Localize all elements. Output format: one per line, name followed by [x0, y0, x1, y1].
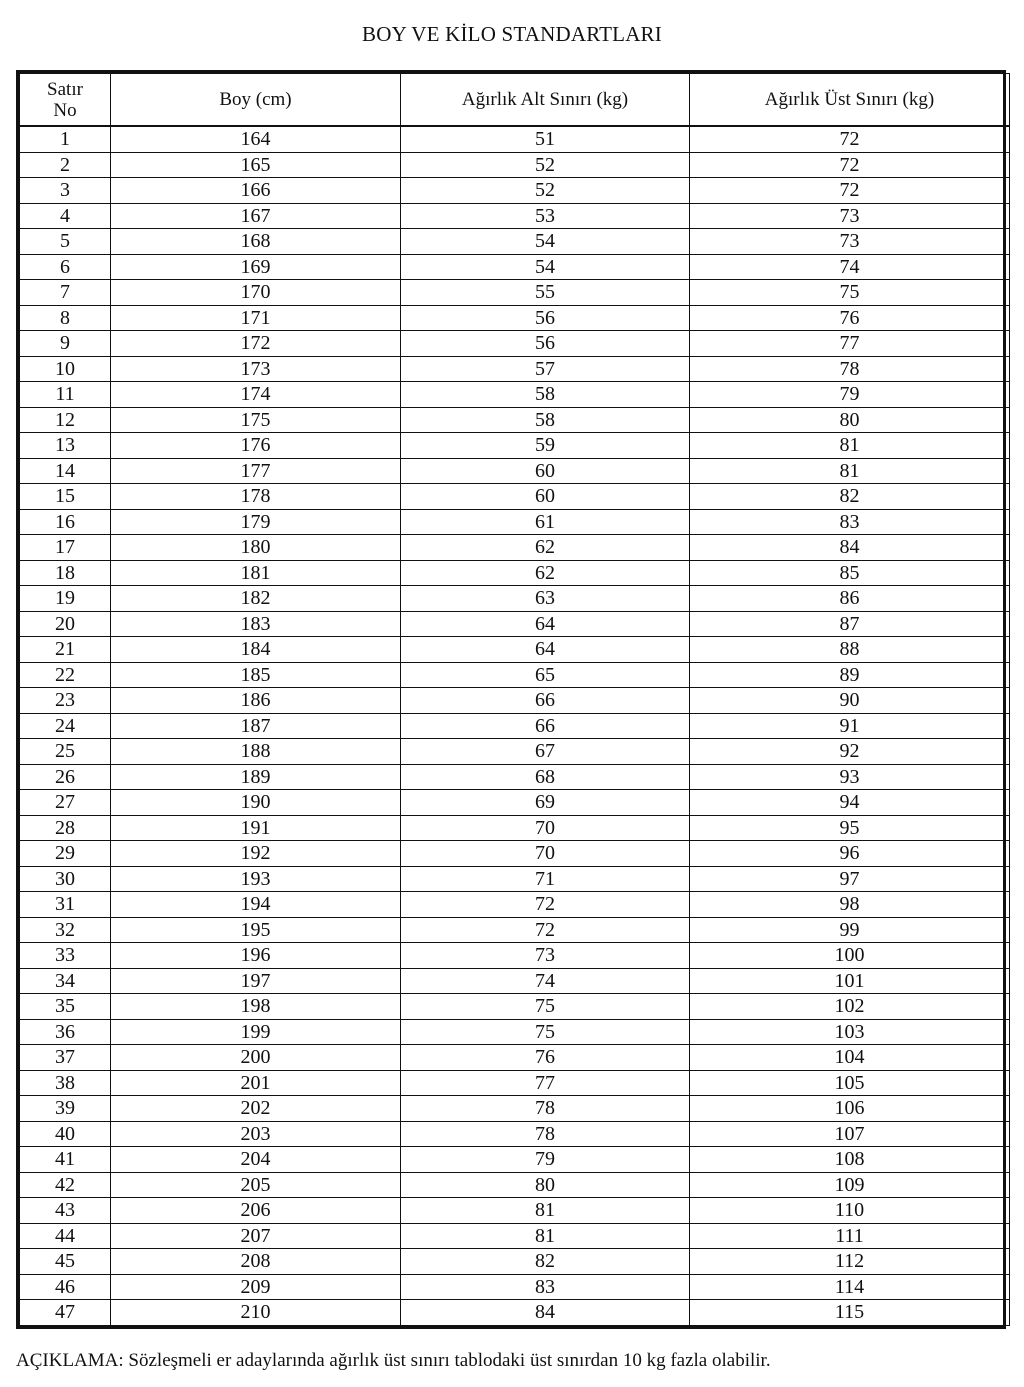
cell-weight-min: 56 [401, 331, 690, 357]
table-row [20, 1070, 1010, 1096]
table-row [20, 305, 1010, 331]
cell-height: 176 [111, 433, 401, 459]
cell-height: 177 [111, 458, 401, 484]
table-row [20, 892, 1010, 918]
cell-row-number: 29 [20, 841, 111, 867]
cell-weight-min: 70 [401, 815, 690, 841]
cell-row-number: 22 [20, 662, 111, 688]
header-row-number-line1: Satır [47, 78, 83, 100]
cell-weight-max: 87 [690, 611, 1010, 637]
cell-weight-max: 72 [690, 178, 1010, 204]
cell-row-number: 36 [20, 1019, 111, 1045]
cell-height: 209 [111, 1274, 401, 1300]
cell-row-number: 37 [20, 1045, 111, 1071]
table-row [20, 382, 1010, 408]
cell-weight-max: 102 [690, 994, 1010, 1020]
cell-row-number: 17 [20, 535, 111, 561]
cell-row-number: 38 [20, 1070, 111, 1096]
cell-row-number: 39 [20, 1096, 111, 1122]
cell-weight-max: 75 [690, 280, 1010, 306]
cell-height: 164 [111, 126, 401, 152]
table-body [20, 126, 1010, 1325]
cell-height: 199 [111, 1019, 401, 1045]
cell-height: 196 [111, 943, 401, 969]
cell-height: 210 [111, 1300, 401, 1326]
header-row-number-line2: No [53, 99, 77, 121]
cell-weight-min: 67 [401, 739, 690, 765]
cell-weight-min: 57 [401, 356, 690, 382]
cell-weight-max: 74 [690, 254, 1010, 280]
cell-height: 183 [111, 611, 401, 637]
cell-weight-max: 80 [690, 407, 1010, 433]
cell-weight-min: 80 [401, 1172, 690, 1198]
cell-weight-min: 77 [401, 1070, 690, 1096]
cell-height: 195 [111, 917, 401, 943]
cell-weight-max: 89 [690, 662, 1010, 688]
cell-weight-min: 65 [401, 662, 690, 688]
cell-weight-max: 79 [690, 382, 1010, 408]
cell-weight-min: 75 [401, 1019, 690, 1045]
table-header-row [20, 74, 1010, 127]
cell-row-number: 25 [20, 739, 111, 765]
cell-weight-min: 56 [401, 305, 690, 331]
cell-row-number: 1 [20, 126, 111, 152]
cell-weight-min: 64 [401, 637, 690, 663]
cell-weight-min: 63 [401, 586, 690, 612]
cell-weight-min: 72 [401, 917, 690, 943]
cell-row-number: 21 [20, 637, 111, 663]
table-row [20, 407, 1010, 433]
cell-row-number: 18 [20, 560, 111, 586]
cell-row-number: 5 [20, 229, 111, 255]
table-row [20, 637, 1010, 663]
cell-weight-min: 83 [401, 1274, 690, 1300]
cell-weight-min: 69 [401, 790, 690, 816]
cell-row-number: 15 [20, 484, 111, 510]
cell-weight-max: 98 [690, 892, 1010, 918]
cell-height: 201 [111, 1070, 401, 1096]
table-row [20, 790, 1010, 816]
cell-weight-max: 110 [690, 1198, 1010, 1224]
cell-weight-min: 66 [401, 713, 690, 739]
cell-row-number: 44 [20, 1223, 111, 1249]
cell-row-number: 9 [20, 331, 111, 357]
cell-weight-max: 92 [690, 739, 1010, 765]
table-row [20, 509, 1010, 535]
cell-weight-max: 94 [690, 790, 1010, 816]
cell-row-number: 20 [20, 611, 111, 637]
table-row [20, 484, 1010, 510]
cell-weight-max: 83 [690, 509, 1010, 535]
cell-height: 184 [111, 637, 401, 663]
header-weight-min: Ağırlık Alt Sınırı (kg) [401, 74, 690, 127]
cell-row-number: 33 [20, 943, 111, 969]
cell-weight-max: 73 [690, 229, 1010, 255]
cell-height: 194 [111, 892, 401, 918]
cell-weight-min: 61 [401, 509, 690, 535]
cell-height: 197 [111, 968, 401, 994]
cell-height: 169 [111, 254, 401, 280]
cell-row-number: 14 [20, 458, 111, 484]
cell-weight-max: 114 [690, 1274, 1010, 1300]
cell-weight-max: 99 [690, 917, 1010, 943]
cell-weight-min: 59 [401, 433, 690, 459]
cell-row-number: 23 [20, 688, 111, 714]
cell-weight-max: 111 [690, 1223, 1010, 1249]
page-title: BOY VE KİLO STANDARTLARI [362, 22, 662, 46]
cell-row-number: 16 [20, 509, 111, 535]
cell-weight-min: 71 [401, 866, 690, 892]
cell-row-number: 42 [20, 1172, 111, 1198]
cell-row-number: 10 [20, 356, 111, 382]
table-row [20, 178, 1010, 204]
cell-height: 178 [111, 484, 401, 510]
table-row [20, 152, 1010, 178]
table-row [20, 560, 1010, 586]
cell-weight-max: 81 [690, 458, 1010, 484]
cell-weight-min: 82 [401, 1249, 690, 1275]
table-row [20, 1198, 1010, 1224]
height-weight-table-container [16, 70, 1006, 1329]
cell-weight-min: 79 [401, 1147, 690, 1173]
cell-row-number: 46 [20, 1274, 111, 1300]
table-row [20, 1147, 1010, 1173]
cell-weight-max: 101 [690, 968, 1010, 994]
cell-row-number: 40 [20, 1121, 111, 1147]
table-row [20, 739, 1010, 765]
cell-weight-min: 81 [401, 1198, 690, 1224]
cell-height: 203 [111, 1121, 401, 1147]
cell-row-number: 35 [20, 994, 111, 1020]
cell-weight-max: 73 [690, 203, 1010, 229]
cell-weight-max: 82 [690, 484, 1010, 510]
table-row [20, 611, 1010, 637]
cell-weight-max: 104 [690, 1045, 1010, 1071]
cell-weight-min: 60 [401, 484, 690, 510]
cell-weight-max: 107 [690, 1121, 1010, 1147]
cell-height: 173 [111, 356, 401, 382]
header-row-number [20, 74, 111, 127]
cell-height: 186 [111, 688, 401, 714]
table-row [20, 535, 1010, 561]
table-row [20, 1045, 1010, 1071]
cell-weight-min: 66 [401, 688, 690, 714]
cell-weight-max: 78 [690, 356, 1010, 382]
cell-height: 179 [111, 509, 401, 535]
table-row [20, 866, 1010, 892]
table-row [20, 713, 1010, 739]
table-row [20, 1300, 1010, 1326]
cell-weight-min: 78 [401, 1096, 690, 1122]
table-row [20, 994, 1010, 1020]
cell-height: 174 [111, 382, 401, 408]
table-row [20, 968, 1010, 994]
cell-weight-min: 84 [401, 1300, 690, 1326]
cell-weight-min: 52 [401, 152, 690, 178]
cell-weight-max: 84 [690, 535, 1010, 561]
cell-height: 208 [111, 1249, 401, 1275]
cell-weight-min: 55 [401, 280, 690, 306]
cell-height: 168 [111, 229, 401, 255]
header-height: Boy (cm) [111, 74, 401, 127]
cell-weight-max: 91 [690, 713, 1010, 739]
header-weight-max: Ağırlık Üst Sınırı (kg) [690, 74, 1010, 127]
cell-row-number: 19 [20, 586, 111, 612]
cell-weight-max: 115 [690, 1300, 1010, 1326]
cell-weight-max: 100 [690, 943, 1010, 969]
cell-weight-max: 77 [690, 331, 1010, 357]
cell-height: 206 [111, 1198, 401, 1224]
cell-row-number: 32 [20, 917, 111, 943]
cell-row-number: 24 [20, 713, 111, 739]
cell-row-number: 4 [20, 203, 111, 229]
cell-row-number: 2 [20, 152, 111, 178]
cell-height: 192 [111, 841, 401, 867]
cell-height: 202 [111, 1096, 401, 1122]
cell-weight-min: 68 [401, 764, 690, 790]
cell-weight-max: 105 [690, 1070, 1010, 1096]
cell-height: 180 [111, 535, 401, 561]
cell-weight-min: 62 [401, 535, 690, 561]
table-row [20, 356, 1010, 382]
table-row [20, 1121, 1010, 1147]
table-row [20, 815, 1010, 841]
cell-weight-max: 81 [690, 433, 1010, 459]
table-row [20, 586, 1010, 612]
cell-weight-max: 76 [690, 305, 1010, 331]
cell-height: 165 [111, 152, 401, 178]
cell-weight-min: 70 [401, 841, 690, 867]
cell-weight-min: 74 [401, 968, 690, 994]
cell-weight-min: 54 [401, 229, 690, 255]
cell-height: 191 [111, 815, 401, 841]
cell-row-number: 26 [20, 764, 111, 790]
cell-weight-min: 72 [401, 892, 690, 918]
cell-height: 172 [111, 331, 401, 357]
cell-height: 198 [111, 994, 401, 1020]
table-row [20, 1096, 1010, 1122]
cell-weight-max: 72 [690, 126, 1010, 152]
cell-weight-max: 93 [690, 764, 1010, 790]
cell-row-number: 45 [20, 1249, 111, 1275]
cell-weight-max: 96 [690, 841, 1010, 867]
cell-row-number: 47 [20, 1300, 111, 1326]
table-row [20, 917, 1010, 943]
cell-height: 204 [111, 1147, 401, 1173]
table-row [20, 841, 1010, 867]
cell-weight-max: 97 [690, 866, 1010, 892]
table-row [20, 458, 1010, 484]
cell-row-number: 30 [20, 866, 111, 892]
table-row [20, 331, 1010, 357]
cell-row-number: 13 [20, 433, 111, 459]
cell-row-number: 28 [20, 815, 111, 841]
cell-row-number: 27 [20, 790, 111, 816]
cell-row-number: 3 [20, 178, 111, 204]
cell-height: 190 [111, 790, 401, 816]
cell-weight-min: 54 [401, 254, 690, 280]
cell-weight-max: 109 [690, 1172, 1010, 1198]
cell-weight-min: 60 [401, 458, 690, 484]
cell-height: 182 [111, 586, 401, 612]
cell-weight-max: 85 [690, 560, 1010, 586]
cell-row-number: 43 [20, 1198, 111, 1224]
cell-weight-min: 52 [401, 178, 690, 204]
table-row [20, 1172, 1010, 1198]
cell-weight-min: 81 [401, 1223, 690, 1249]
cell-weight-min: 73 [401, 943, 690, 969]
table-row [20, 433, 1010, 459]
cell-weight-min: 58 [401, 407, 690, 433]
cell-height: 166 [111, 178, 401, 204]
table-row [20, 943, 1010, 969]
cell-row-number: 12 [20, 407, 111, 433]
table-row [20, 1274, 1010, 1300]
cell-weight-max: 106 [690, 1096, 1010, 1122]
cell-row-number: 7 [20, 280, 111, 306]
cell-height: 207 [111, 1223, 401, 1249]
cell-weight-max: 72 [690, 152, 1010, 178]
height-weight-table [19, 73, 1010, 1326]
table-row [20, 1019, 1010, 1045]
table-row [20, 203, 1010, 229]
cell-weight-max: 86 [690, 586, 1010, 612]
cell-row-number: 11 [20, 382, 111, 408]
cell-weight-max: 90 [690, 688, 1010, 714]
cell-height: 167 [111, 203, 401, 229]
cell-weight-max: 88 [690, 637, 1010, 663]
cell-row-number: 6 [20, 254, 111, 280]
cell-height: 205 [111, 1172, 401, 1198]
cell-weight-min: 53 [401, 203, 690, 229]
cell-weight-min: 51 [401, 126, 690, 152]
cell-row-number: 8 [20, 305, 111, 331]
cell-weight-max: 103 [690, 1019, 1010, 1045]
table-row [20, 229, 1010, 255]
table-row [20, 688, 1010, 714]
cell-height: 187 [111, 713, 401, 739]
cell-height: 193 [111, 866, 401, 892]
explanation-note: AÇIKLAMA: Sözleşmeli er adaylarında ağırlık üst sınırı tablodaki üst sınırdan 10 kg fazla olabilir. [16, 1350, 771, 1371]
table-row [20, 1249, 1010, 1275]
cell-height: 200 [111, 1045, 401, 1071]
cell-row-number: 41 [20, 1147, 111, 1173]
cell-weight-min: 58 [401, 382, 690, 408]
table-row [20, 254, 1010, 280]
cell-weight-min: 78 [401, 1121, 690, 1147]
cell-weight-max: 112 [690, 1249, 1010, 1275]
cell-weight-min: 76 [401, 1045, 690, 1071]
cell-height: 188 [111, 739, 401, 765]
cell-weight-min: 64 [401, 611, 690, 637]
table-row [20, 126, 1010, 152]
cell-height: 175 [111, 407, 401, 433]
cell-height: 171 [111, 305, 401, 331]
table-row [20, 662, 1010, 688]
table-row [20, 764, 1010, 790]
cell-weight-min: 75 [401, 994, 690, 1020]
cell-weight-max: 95 [690, 815, 1010, 841]
cell-height: 185 [111, 662, 401, 688]
cell-height: 181 [111, 560, 401, 586]
cell-height: 170 [111, 280, 401, 306]
cell-row-number: 31 [20, 892, 111, 918]
table-row [20, 280, 1010, 306]
cell-weight-max: 108 [690, 1147, 1010, 1173]
cell-weight-min: 62 [401, 560, 690, 586]
cell-row-number: 34 [20, 968, 111, 994]
cell-height: 189 [111, 764, 401, 790]
table-row [20, 1223, 1010, 1249]
